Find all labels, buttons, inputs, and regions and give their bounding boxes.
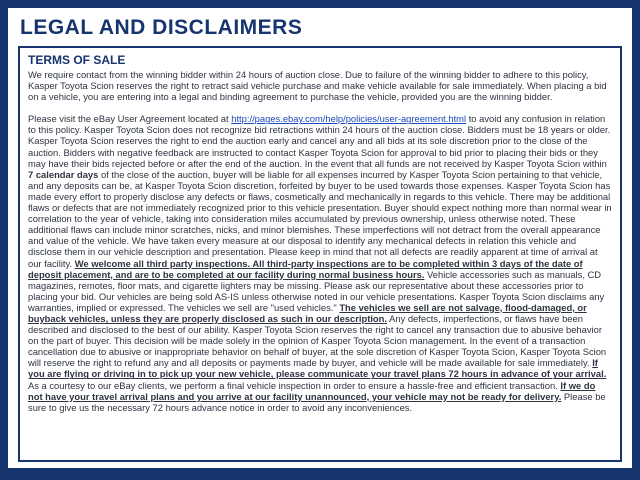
- terms-text-segment: Any defects, imperfections, or flaws have been described and disclosed to the best of our ability. Kasper Toyota Scion reserves the right to cancel any transaction due to abusive behavior on the part of buyer. This decision will be made solely in the opinion of Kasper Toyota Scion management. In the event of a transaction cancellation due to abusive or inappropriate behavior on behalf of buyer, at the sole discretion of Kasper Toyota Scion, Kasper Toyota Scion will reserve the right to refund any and all deposits or payments made by buyer, and vehicle will be made available for sale immediately.: [28, 312, 607, 369]
- terms-text-segment: We require contact from the winning bidder within 24 hours of auction close. Due to failure of the winning bidder to adhere to this policy, Kasper Toyota Scion reserves the right to retract said vehicle purchase and make vehicle available for sale immediately. When placing a bid on a vehicle, you are entering into a legal and binding agreement to purchase the vehicle, provided you are the winning bidder.: [28, 69, 607, 103]
- terms-text-segment: of the close of the auction, buyer will be liable for all expenses incurred by Kasper Toyota Scion pertaining to that vehicle, and any deposits can be, at Kasper Toyota Scion discretion, forfeited by buyer to be used towards those expenses. Kasper Toyota Scion has made every effort to properly disclose any defects or flaws, cosmetically and mechanically in regards to this vehicle. There may be additional flaws or defects that are not immediately recognized prior to this vehicle presentation. Buyer should expect nothing more than normal wear in correlation to the year of vehicle, taking into consideration miles accumulated by previous ownership, unless otherwise noted. These additional flaws can include minor scratches, nicks, and minor blemishes. These imperfections will not detract from the overall appearance and value of the vehicle. We have taken every measure at our disposal to identify any mechanical defects in relation this vehicle and disclose them in our vehicle description and presentation. Please keep in mind that not all defects are readily apparent at time of arrival at our facility.: [28, 168, 612, 269]
- terms-body: [28, 69, 612, 413]
- terms-paragraph: [28, 113, 612, 413]
- page-title: LEGAL AND DISCLAIMERS: [20, 16, 303, 39]
- terms-text-segment: Vehicle accessories such as manuals, CD magazines, remotes, floor mats, and cigarette lighters may be missing. Please ask our representative about these accessories prior to placing your bid. Our vehicles are being sold AS-IS unless otherwise noted in our vehicle presentations. Kasper Toyota Scion disclaims any warranties, implied or expressed. The vehicles we sell are "used vehicles.": [28, 268, 605, 313]
- terms-text-segment: If we do not have your travel arrival plans and you arrive at our facility unannounced, your vehicle may not be ready for delivery.: [28, 379, 596, 402]
- terms-text-segment: The vehicles we sell are not salvage, flood-damaged, or buyback vehicles, unless they are properly disclosed as such in our description.: [28, 301, 587, 324]
- terms-of-sale-box: [18, 46, 622, 462]
- ebay-user-agreement-link[interactable]: http://pages.ebay.com/help/policies/user-agreement.html: [231, 113, 467, 125]
- terms-text-segment: Please visit the eBay User Agreement located at: [28, 113, 232, 125]
- terms-text-segment: 7 calendar days: [28, 168, 99, 180]
- terms-text-segment: As a courtesy to our eBay clients, we perform a final vehicle inspection in order to ensure a hassle-free and efficient transaction.: [28, 379, 561, 391]
- terms-of-sale-heading: TERMS OF SALE: [28, 53, 126, 67]
- terms-text-segment: to avoid any confusion in relation to this policy. Kasper Toyota Scion does not recognize bid retractions within 24 hours of the auction close. Bidders must be 18 years or older. Kasper Toyota Scion reserves the right to end the auction early and cancel any and all bids at its sole discretion prior to the close of the auction. Bidders with negative feedback are instructed to contact Kasper Toyota Scion for approval to bid prior to placing their bids or they may have their bids rejected before or after the end of the auction. In the event that all funds are not received by Kasper Toyota Scion within: [28, 113, 611, 169]
- terms-text-segment: Please be sure to give us the necessary 72 hours advance notice in order to avoid any inconveniences.: [28, 390, 606, 413]
- terms-text-segment: If you are flying or driving in to pick up your new vehicle, please communicate your travel plans 72 hours in advance of your arrival.: [28, 357, 607, 380]
- terms-text-segment: We welcome all third party inspections. All third-party inspections are to be completed within 3 days of the date of deposit placement, and are to be completed at our facility during normal business hours.: [28, 257, 583, 280]
- terms-paragraph: [28, 69, 612, 102]
